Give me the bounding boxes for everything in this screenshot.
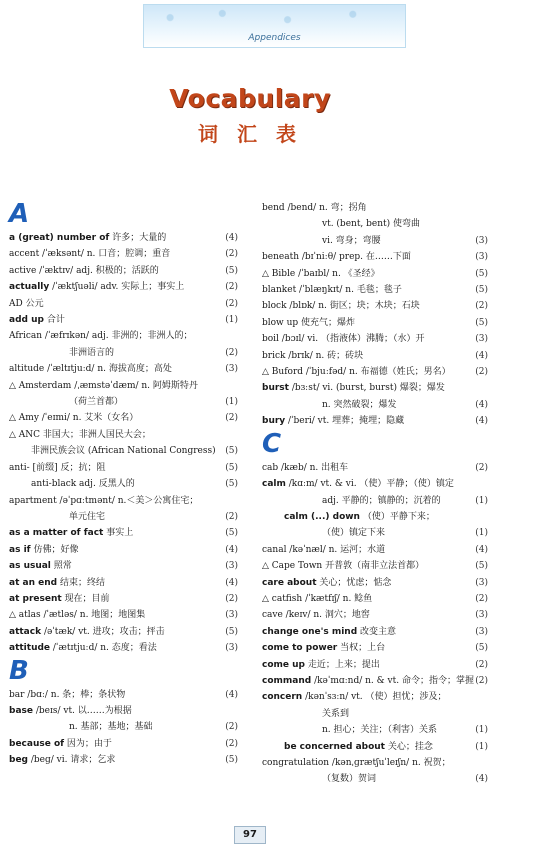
vocab-entry (9, 246, 238, 262)
unit-number: (5) (225, 626, 238, 637)
entry-text (9, 430, 151, 440)
entry-text (262, 643, 385, 653)
unit-number: (3) (475, 610, 488, 621)
entry-text (284, 742, 433, 752)
definition: 事实上 (103, 528, 134, 539)
headword: because of (9, 738, 65, 749)
vocab-entry (9, 460, 238, 476)
page-title: Vocabulary (169, 84, 331, 113)
definition: △ catfish /ˈkætfɪʃ/ n. 鲶鱼 (262, 593, 373, 604)
headword: calm (...) down (284, 511, 360, 522)
unit-number: (3) (225, 561, 238, 572)
unit-number: (1) (225, 315, 238, 326)
unit-number: (4) (225, 544, 238, 555)
definition: 单元住宅 (69, 511, 106, 522)
definition: African /ˈæfrɪkən/ adj. 非洲的；非洲人的； (9, 331, 193, 342)
vocab-entry (262, 298, 488, 314)
vocab-entry (9, 378, 238, 394)
unit-number: (1) (225, 397, 238, 408)
definition: canal /kəˈnæl/ n. 运河；水道 (262, 544, 386, 555)
vocab-entry (262, 624, 488, 640)
definition: vi. 弯身；弯腰 (322, 235, 381, 246)
vocab-entry (262, 315, 488, 331)
definition: /kəˈmɑːnd/ n. & vt. 命令；指令；掌握 (311, 675, 474, 686)
definition: 许多；大量的 (109, 233, 167, 243)
entry-text (9, 364, 172, 374)
entry-text (9, 610, 145, 620)
entry-text (262, 610, 370, 620)
vocab-entry (9, 328, 238, 344)
unit-number: (2) (475, 593, 488, 604)
vocab-entry (9, 279, 238, 295)
entry-text (322, 219, 420, 229)
vocab-entry (9, 443, 238, 459)
unit-number: (2) (475, 462, 488, 473)
entry-text (9, 706, 132, 716)
vocab-entry (9, 493, 238, 509)
definition: 关系到 (322, 708, 350, 719)
definition: 当权；上台 (337, 643, 386, 654)
entry-text (262, 252, 411, 262)
headword: care about (262, 577, 317, 588)
entry-text (9, 282, 184, 292)
unit-number: (3) (475, 334, 488, 345)
entry-text (9, 578, 105, 588)
definition: /beg/ vi. 请求；乞求 (28, 755, 116, 766)
headword: a (great) number of (9, 233, 110, 243)
definition: △ ANC 非国大；非洲人国民大会； (9, 429, 151, 440)
section-label: Appendices (248, 33, 301, 43)
entry-text (262, 578, 391, 588)
entry-text (9, 496, 198, 506)
definition: /ˈætɪtjuːd/ n. 态度；看法 (50, 643, 157, 654)
unit-number: (2) (225, 593, 238, 604)
left-column (9, 200, 238, 769)
vocab-entry (9, 558, 238, 574)
vocab-entry (9, 542, 238, 558)
unit-number: (5) (225, 755, 238, 766)
definition: /kənˈsɜːn/ vt. （使）担忧；涉及； (302, 692, 447, 703)
vocab-entry (262, 722, 488, 738)
vocab-entry (9, 687, 238, 703)
unit-number: (2) (225, 298, 238, 309)
vocab-entry (9, 361, 238, 377)
definition: /kɑːm/ vt. & vi. （使）平静；（使）镇定 (285, 479, 454, 490)
vocab-entry (9, 345, 238, 361)
entry-text (9, 463, 105, 473)
entry-text (9, 528, 133, 538)
entry-text (9, 545, 78, 555)
entry-text (262, 203, 367, 213)
vocab-entry (262, 380, 488, 396)
vocab-entry (9, 509, 238, 525)
entry-text (262, 301, 420, 311)
vocab-entry (262, 282, 488, 298)
entry-text (262, 758, 451, 768)
vocab-entry (9, 525, 238, 541)
unit-number: (3) (475, 577, 488, 588)
unit-number: (1) (475, 495, 488, 506)
definition: △ Buford /ˈbjuːfəd/ n. 布福德（姓氏；男名） (262, 367, 451, 378)
vocab-entry (262, 525, 488, 541)
vocab-entry (9, 427, 238, 443)
entry-text (9, 690, 125, 700)
vocab-entry (9, 263, 238, 279)
vocab-entry (262, 575, 488, 591)
definition: 仿佛；好像 (30, 544, 79, 555)
vocab-entry (262, 413, 488, 429)
unit-number: (5) (475, 285, 488, 296)
definition: △ Amsterdam /ˌæmstəˈdæm/ n. 阿姆斯特丹 (9, 380, 198, 391)
vocab-entry (9, 607, 238, 623)
headword: command (262, 675, 312, 686)
definition: bend /bend/ n. 弯；拐角 (262, 203, 367, 213)
definition: 非洲民族会议 (African National Congress) (31, 446, 216, 457)
vocab-entry (262, 493, 488, 509)
unit-number: (5) (225, 479, 238, 490)
vocab-entry (262, 706, 488, 722)
vocab-entry (262, 364, 488, 380)
entry-text (262, 545, 385, 555)
vocab-entry (262, 542, 488, 558)
unit-number: (5) (475, 268, 488, 279)
definition: △ atlas /ˈætləs/ n. 地图；地图集 (9, 610, 146, 621)
vocab-entry (9, 640, 238, 656)
entry-text (262, 676, 474, 686)
unit-number: (2) (225, 722, 238, 733)
unit-number: (4) (475, 544, 488, 555)
unit-number: (5) (475, 317, 488, 328)
definition: block /blɒk/ n. 街区；块；木块；石块 (262, 301, 420, 312)
entry-text (262, 479, 454, 489)
unit-number: (3) (225, 643, 238, 654)
vocab-entry (9, 736, 238, 752)
definition: active /ˈæktɪv/ adj. 积极的；活跃的 (9, 265, 159, 276)
definition: cab /kæb/ n. 出租车 (262, 462, 349, 473)
vocab-entry (262, 476, 488, 492)
definition: anti- [前缀] 反；抗；阻 (9, 462, 106, 473)
headword: bury (262, 416, 286, 427)
entry-text (9, 739, 112, 749)
unit-number: (3) (475, 235, 488, 246)
entry-text (262, 594, 372, 604)
entry-text (322, 709, 349, 719)
definition: △ Bible /ˈbaɪbl/ n. 《圣经》 (262, 268, 380, 279)
definition: cave /keɪv/ n. 洞穴；地窖 (262, 610, 370, 621)
definition: 结束；终结 (57, 577, 105, 588)
entry-text (262, 463, 348, 473)
vocab-entry (9, 575, 238, 591)
unit-number: (2) (225, 282, 238, 293)
headword: as usual (9, 561, 51, 572)
headword: attack (9, 626, 42, 637)
vocab-entry (262, 771, 488, 787)
definition: （使）平静下来； (359, 511, 435, 522)
headword: at present (9, 593, 62, 604)
entry-text (322, 528, 385, 538)
vocab-entry (262, 331, 488, 347)
entry-text (262, 416, 404, 426)
definition: △ Cape Town 开普敦（南非立法首都） (262, 561, 425, 572)
definition: bar /bɑː/ n. 条；棒；条状物 (9, 689, 126, 700)
unit-number: (2) (225, 249, 238, 260)
entry-text (69, 512, 105, 522)
vocab-entry (262, 755, 488, 771)
definition: n. 基部；基地；基础 (69, 722, 153, 733)
entry-text (262, 269, 380, 279)
unit-number: (5) (475, 643, 488, 654)
definition: 非洲语言的 (69, 347, 115, 358)
unit-number: (4) (475, 350, 488, 361)
headword: calm (262, 479, 286, 490)
vocab-entry (262, 509, 488, 525)
headword: come up (262, 659, 305, 670)
definition: apartment /əˈpɑːtmənt/ n.＜美＞公寓住宅； (9, 495, 199, 506)
section-letter: B (9, 655, 29, 686)
vocab-entry (262, 591, 488, 607)
unit-number: (4) (475, 399, 488, 410)
vocab-entry (262, 558, 488, 574)
unit-number: (4) (475, 416, 488, 427)
page-subtitle: 词 汇 表 (198, 122, 302, 146)
definition: /əˈtæk/ vt. 进攻；攻击；抨击 (41, 626, 165, 637)
entry-text (9, 266, 159, 276)
vocab-entry (262, 249, 488, 265)
definition: /ˈæktʃuəli/ adv. 实际上；事实上 (49, 282, 185, 293)
vocab-entry (9, 476, 238, 492)
entry-text (9, 299, 44, 309)
headword: at an end (9, 577, 58, 588)
entry-text (262, 334, 424, 344)
vocab-entry (9, 752, 238, 768)
entry-text (9, 315, 65, 325)
vocab-entry (9, 230, 238, 246)
vocab-entry (262, 397, 488, 413)
entry-text (262, 318, 355, 328)
unit-number: (5) (225, 446, 238, 457)
entry-text (69, 397, 123, 407)
vocab-entry (9, 296, 238, 312)
unit-number: (1) (475, 528, 488, 539)
definition: boil /bɔɪl/ vi. （指液体）沸腾；（水）开 (262, 334, 425, 345)
unit-number: (3) (225, 364, 238, 375)
definition: AD 公元 (9, 298, 44, 309)
unit-number: (3) (225, 610, 238, 621)
definition: vt. (bent, bent) 使弯曲 (322, 219, 421, 230)
definition: △ Amy /ˈeɪmi/ n. 艾米（女名） (9, 413, 139, 424)
entry-text (322, 496, 441, 506)
definition: 照常 (50, 561, 72, 572)
unit-number: (2) (225, 347, 238, 358)
unit-number: (4) (475, 774, 488, 785)
headword: concern (262, 692, 303, 703)
definition: 关心；忧虑；惦念 (316, 577, 392, 588)
entry-text (9, 381, 198, 391)
unit-number: (5) (225, 528, 238, 539)
unit-number: (2) (225, 738, 238, 749)
entry-text (9, 561, 72, 571)
vocab-entry (262, 640, 488, 656)
vocab-entry (9, 719, 238, 735)
entry-text (262, 627, 396, 637)
definition: 关心；挂念 (384, 741, 433, 752)
definition: blow up 使充气；爆炸 (262, 317, 356, 328)
vocab-entry (9, 624, 238, 640)
unit-number: (2) (225, 511, 238, 522)
vocab-entry (9, 591, 238, 607)
entry-text (284, 512, 435, 522)
headword: burst (262, 383, 289, 394)
definition: n. 担心；关注；（利害）关系 (322, 725, 438, 736)
definition: /bɜːst/ vi. (burst, burst) 爆裂；爆发 (288, 383, 445, 394)
entry-text (322, 725, 437, 735)
entry-text (9, 413, 138, 423)
definition: 现在；目前 (61, 593, 110, 604)
entry-text (262, 561, 424, 571)
unit-number: (2) (475, 367, 488, 378)
entry-text (69, 722, 153, 732)
entry-text (262, 692, 447, 702)
definition: （使）镇定下来 (322, 528, 386, 539)
entry-text (262, 383, 445, 393)
definition: brick /brɪk/ n. 砖；砖块 (262, 350, 364, 361)
vocab-entry (262, 673, 488, 689)
unit-number: (1) (475, 725, 488, 736)
page-number: 97 (234, 826, 266, 844)
headword: beg (9, 755, 28, 766)
entry-text (9, 594, 110, 604)
unit-number: (2) (225, 413, 238, 424)
unit-number: (1) (475, 741, 488, 752)
right-column (262, 200, 488, 788)
entry-text (9, 627, 165, 637)
definition: 合计 (43, 315, 65, 326)
entry-text (322, 774, 376, 784)
vocab-entry (9, 703, 238, 719)
vocab-entry (262, 689, 488, 705)
unit-number: (3) (475, 252, 488, 263)
headword: change one's mind (262, 626, 358, 637)
entry-text (9, 643, 157, 653)
entry-text (262, 285, 402, 295)
vocab-entry (262, 233, 488, 249)
unit-number: (5) (225, 265, 238, 276)
entry-text (31, 446, 216, 456)
definition: /beɪs/ vt. 以……为根据 (32, 705, 132, 716)
definition: adj. 平静的；镇静的；沉着的 (322, 495, 441, 506)
vocab-entry (262, 216, 488, 232)
vocab-entry (262, 200, 488, 216)
definition: altitude /ˈæltɪtjuːd/ n. 海拔高度；高处 (9, 364, 172, 375)
headword: base (9, 705, 33, 716)
entry-text (322, 236, 381, 246)
unit-number: (4) (225, 577, 238, 588)
definition: （复数）贺词 (322, 774, 377, 785)
entry-text (322, 400, 397, 410)
unit-number: (2) (475, 659, 488, 670)
vocab-entry (262, 460, 488, 476)
vocab-entry (9, 394, 238, 410)
definition: blanket /ˈblæŋkɪt/ n. 毛毯；毯子 (262, 285, 402, 296)
definition: beneath /bɪˈniːθ/ prep. 在……下面 (262, 252, 411, 263)
definition: anti-black adj. 反黑人的 (31, 479, 135, 490)
vocab-entry (9, 410, 238, 426)
definition: 因为；由于 (64, 738, 112, 749)
definition: （荷兰首都） (69, 397, 124, 408)
section-letter: A (9, 199, 30, 229)
vocab-entry (262, 266, 488, 282)
entry-text (262, 351, 363, 361)
unit-number: (3) (475, 626, 488, 637)
definition: accent /ˈæksənt/ n. 口音；腔调；重音 (9, 249, 171, 260)
entry-text (9, 331, 193, 341)
headword: attitude (9, 643, 51, 654)
entry-text (9, 755, 115, 765)
unit-number: (2) (475, 675, 488, 686)
headword: come to power (262, 643, 338, 654)
vocab-entry (9, 312, 238, 328)
vocab-entry (262, 348, 488, 364)
vocab-entry (262, 657, 488, 673)
entry-text (31, 479, 135, 489)
definition: congratulation /kənˌɡrætʃuˈleɪʃn/ n. 祝贺； (262, 758, 451, 768)
entry-text (9, 249, 170, 259)
unit-number: (5) (225, 462, 238, 473)
entry-text (69, 348, 114, 358)
definition: n. 突然破裂；爆发 (322, 399, 397, 410)
headword: add up (9, 315, 44, 326)
header-band (143, 4, 406, 48)
unit-number: (5) (475, 561, 488, 572)
definition: 改变主意 (357, 626, 397, 637)
headword: actually (9, 282, 50, 293)
headword: as a matter of fact (9, 528, 104, 539)
entry-text (262, 367, 451, 377)
unit-number: (4) (225, 233, 238, 243)
unit-number: (4) (225, 689, 238, 700)
section-letter: C (262, 428, 282, 459)
entry-text (262, 660, 380, 670)
entry-text (9, 233, 166, 243)
headword: be concerned about (284, 741, 385, 752)
vocab-entry (262, 607, 488, 623)
definition: 走近；上来；提出 (304, 659, 380, 670)
unit-number: (2) (475, 301, 488, 312)
vocab-entry (262, 739, 488, 755)
definition: /ˈberi/ vt. 埋葬；掩埋；隐藏 (285, 416, 405, 427)
headword: as if (9, 544, 31, 555)
